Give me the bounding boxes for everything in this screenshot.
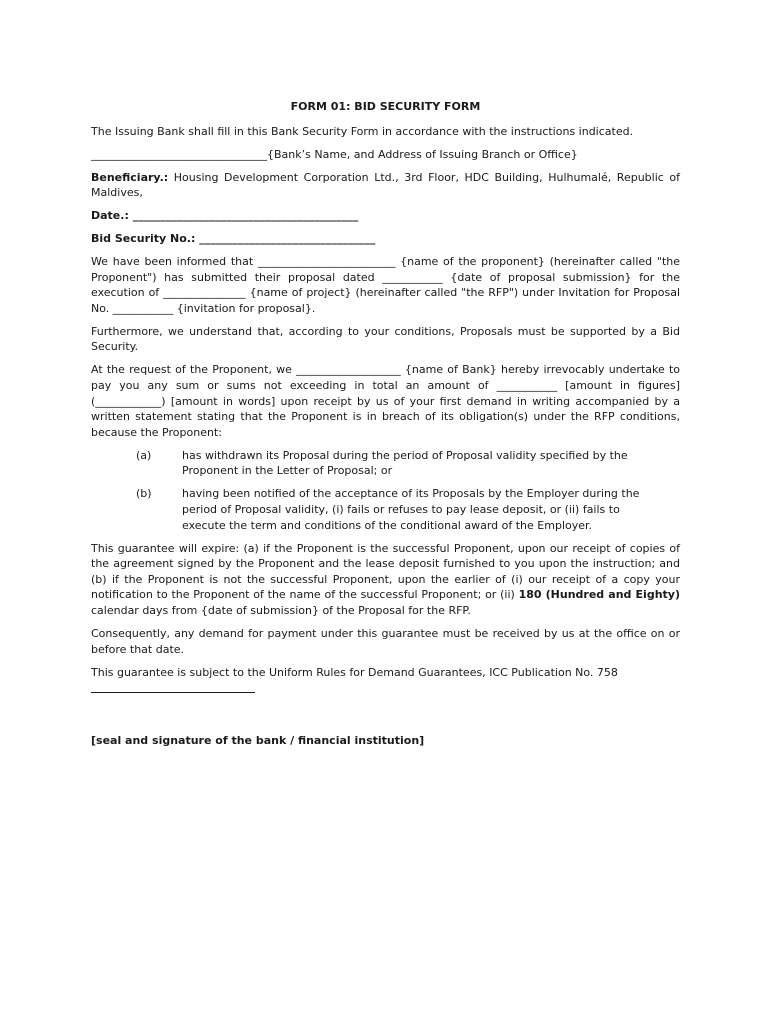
- seal-signature-label: [seal and signature of the bank / financial institution]: [91, 734, 425, 748]
- informed-paragraph: We have been informed that _________________________ {name of the proponent} (hereinafter called "the Proponent") has submitted their proposal dated ___________ {date of proposal submission} for the execution of _______________ {name of project} (hereinafter called "the RFP") under Invitation for Proposal No. ___________ {invitation for proposal}.: [91, 255, 680, 315]
- expiry-paragraph: [91, 541, 680, 619]
- form-title: FORM 01: BID SECURITY FORM: [290, 100, 481, 113]
- expiry-text-start: This guarantee will expire: (a) if the Proponent is the successful Proponent, upon our receipt of copies of the agreement signed by the Proponent and the lease deposit furnished to you upon the instruction; and (b) if the Proponent is not the successful Proponent, upon the earlier of (i) our receipt of a copy your notification to the Proponent of the name of the successful Proponent; or (ii): [91, 541, 680, 602]
- bid-security-form: [91, 99, 680, 749]
- list-item-marker: (a): [136, 448, 152, 462]
- signature-line: [91, 692, 255, 693]
- consequently-paragraph: Consequently, any demand for payment under this guarantee must be received by us at the office on or before that date.: [91, 626, 680, 656]
- date-blank: _________________________________________: [128, 209, 359, 223]
- list-item-text: having been notified of the acceptance of its Proposals by the Employer during the period of Proposal validity, (i) fails or refuses to pay lease deposit, or (ii) fails to execute the term and conditions of the conditional award of the Employer.: [182, 487, 640, 532]
- list-item-marker: (b): [136, 487, 152, 501]
- subject-paragraph: This guarantee is subject to the Uniform Rules for Demand Guarantees, ICC Publication No. 758: [91, 665, 618, 679]
- instruction-text: The Issuing Bank shall fill in this Bank Security Form in accordance with the instructions indicated.: [91, 124, 634, 138]
- date-label: Date.:: [91, 209, 129, 223]
- list-item-text: has withdrawn its Proposal during the period of Proposal validity specified by the Proponent in the Letter of Proposal; or: [182, 448, 628, 478]
- beneficiary-line: [91, 170, 680, 201]
- bid-security-line: [91, 231, 680, 247]
- beneficiary-label: Beneficiary.:: [91, 170, 169, 184]
- beneficiary-value: Housing Development Corporation Ltd., 3rd Floor, HDC Building, Hulhumalé, Republic of Maldives,: [91, 170, 680, 200]
- furthermore-paragraph: Furthermore, we understand that, according to your conditions, Proposals must be supported by a Bid Security.: [91, 324, 680, 354]
- expiry-text-end: calendar days from {date of submission} of the Proposal for the RFP.: [91, 603, 471, 617]
- expiry-days-bold: 180 (Hundred and Eighty): [518, 588, 680, 602]
- list-item: [91, 486, 680, 533]
- bank-name-line: ________________________________{Bank’s Name, and Address of Issuing Branch or Office}: [91, 147, 578, 161]
- list-item: [91, 448, 680, 479]
- request-paragraph: At the request of the Proponent, we ___________________ {name of Bank} hereby irrevocably undertake to pay you any sum or sums not exceeding in total an amount of ___________ [amount in figures] (____________) [amount in words] upon receipt by us of your first demand in writing accompanied by a written statement stating that the Proponent is in breach of its obligation(s) under the RFP conditions, because the Proponent:: [91, 363, 680, 439]
- bid-security-label: Bid Security No.:: [91, 232, 196, 246]
- date-line: [91, 208, 680, 224]
- bid-security-blank: ________________________________: [195, 232, 376, 246]
